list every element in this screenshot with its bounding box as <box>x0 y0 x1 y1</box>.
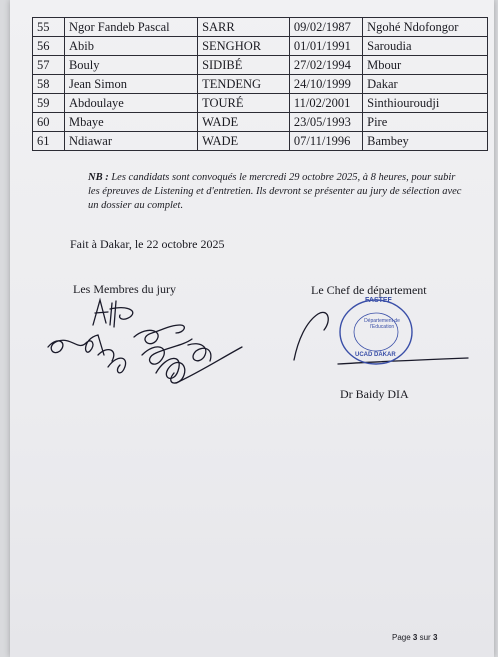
footer-page-num: 3 <box>412 633 418 642</box>
chef-label: Le Chef de département <box>311 283 427 297</box>
candidates-table <box>32 17 488 151</box>
table-row <box>33 56 488 75</box>
cell-prenom: Abdoulaye <box>64 94 197 113</box>
table-row <box>33 132 488 151</box>
cell-lieu: Mbour <box>363 56 488 75</box>
page-footer <box>392 633 437 642</box>
cell-num: 60 <box>33 113 65 132</box>
table-row <box>33 37 488 56</box>
cell-prenom: Abib <box>64 37 197 56</box>
cell-num: 59 <box>33 94 65 113</box>
note-prefix: NB : <box>88 172 109 183</box>
footer-total: 3 <box>432 633 438 642</box>
cell-num: 56 <box>33 37 65 56</box>
footer-page-word: Page <box>392 633 411 642</box>
cell-nom: SENGHOR <box>198 37 290 56</box>
cell-prenom: Ngor Fandeb Pascal <box>64 18 197 37</box>
cell-date: 11/02/2001 <box>289 94 362 113</box>
cell-nom: TENDENG <box>198 75 290 94</box>
cell-lieu: Ngohé Ndofongor <box>363 18 488 37</box>
cell-num: 61 <box>33 132 65 151</box>
cell-lieu: Sinthiouroudji <box>363 94 488 113</box>
document-page <box>10 0 494 657</box>
jury-label: Les Membres du jury <box>73 282 176 296</box>
cell-date: 01/01/1991 <box>289 37 362 56</box>
cell-nom: SARR <box>198 18 290 37</box>
stamp-bottom: UCAD DAKAR <box>355 352 396 358</box>
cell-date: 24/10/1999 <box>289 75 362 94</box>
place-date: Fait à Dakar, le 22 octobre 2025 <box>70 237 225 251</box>
cell-nom: WADE <box>198 132 290 151</box>
cell-lieu: Dakar <box>363 75 488 94</box>
cell-date: 23/05/1993 <box>289 113 362 132</box>
cell-lieu: Saroudia <box>363 37 488 56</box>
cell-prenom: Bouly <box>64 56 197 75</box>
cell-num: 58 <box>33 75 65 94</box>
stamp-inner: Département de l'Education <box>364 318 400 330</box>
jury-signatures <box>38 295 248 395</box>
cell-prenom: Ndiawar <box>64 132 197 151</box>
cell-date: 09/02/1987 <box>289 18 362 37</box>
note-text: Les candidats sont convoqués le mercredi 29 octobre 2025, à 8 heures, pour subir les épreuves de Listening et d'entretien. Ils devront se présenter au jury de sélection avec un dossier au complet. <box>88 172 462 211</box>
table-row <box>33 113 488 132</box>
table-row <box>33 75 488 94</box>
cell-prenom: Mbaye <box>64 113 197 132</box>
table-row <box>33 18 488 37</box>
table-row <box>33 94 488 113</box>
cell-nom: WADE <box>198 113 290 132</box>
footer-sur-word: sur <box>419 633 431 642</box>
convocation-note <box>88 171 468 213</box>
cell-date: 27/02/1994 <box>289 56 362 75</box>
stamp-top: FASTEF <box>365 297 392 304</box>
cell-lieu: Bambey <box>363 132 488 151</box>
cell-prenom: Jean Simon <box>64 75 197 94</box>
cell-nom: SIDIBÉ <box>198 56 290 75</box>
cell-lieu: Pire <box>363 113 488 132</box>
cell-date: 07/11/1996 <box>289 132 362 151</box>
cell-num: 57 <box>33 56 65 75</box>
cell-nom: TOURÉ <box>198 94 290 113</box>
cell-num: 55 <box>33 18 65 37</box>
chef-name: Dr Baidy DIA <box>340 387 409 401</box>
